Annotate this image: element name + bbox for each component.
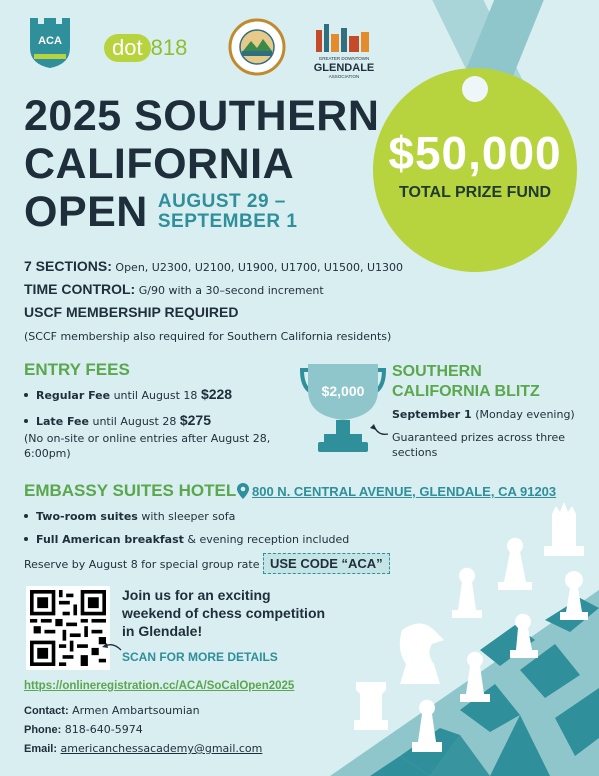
phone-label: Phone: xyxy=(24,724,62,736)
prize-label: TOTAL PRIZE FUND xyxy=(399,184,551,201)
phone-row xyxy=(24,723,143,736)
late-fee-item xyxy=(24,412,232,428)
bullet-icon xyxy=(24,514,28,518)
glendale-main-text: GLENDALE xyxy=(313,62,375,74)
blitz-date xyxy=(392,408,575,421)
sections-label: 7 SECTIONS: xyxy=(24,258,112,274)
amenity-item xyxy=(24,533,349,546)
entry-deadline-note: (No on-site or online entries after August 28, 6:00pm) xyxy=(24,432,271,460)
blitz-prizes: Guaranteed prizes across three sections xyxy=(392,431,565,459)
hotel-heading: EMBASSY SUITES HOTEL xyxy=(24,481,237,500)
prize-amount: $50,000 xyxy=(388,127,562,179)
blitz-heading-line-1: SOUTHERN xyxy=(392,363,482,380)
event-title xyxy=(24,92,379,236)
hotel-amenities xyxy=(24,510,349,556)
suites-rest: with sleeper sofa xyxy=(141,510,236,523)
qr-code[interactable] xyxy=(26,586,110,670)
amenity-item xyxy=(24,510,349,523)
glendale-small-text: GREATER DOWNTOWN xyxy=(318,56,370,61)
reserve-text: Reserve by August 8 for special group rate xyxy=(24,558,260,571)
blitz-heading xyxy=(392,362,540,402)
medal-hole xyxy=(462,76,488,102)
late-fee-price: $275 xyxy=(179,412,211,428)
event-dates xyxy=(158,192,298,236)
email-row xyxy=(24,742,262,755)
email-label: Email: xyxy=(24,743,58,755)
time-control-value: G/90 with a 30–second increment xyxy=(138,284,324,297)
contact-name: Armen Ambartsoumian xyxy=(72,704,200,717)
late-fee-label: Late Fee xyxy=(36,415,89,428)
blitz-heading-line-2: CALIFORNIA BLITZ xyxy=(392,383,540,400)
aca-logo xyxy=(28,14,72,70)
curved-arrow-icon xyxy=(368,420,390,440)
uscf-row xyxy=(24,304,238,320)
dot818-prefix: dot xyxy=(104,34,151,62)
uscf-requirement: USCF MEMBERSHIP REQUIRED xyxy=(24,304,239,320)
blitz-date-rest: (Monday evening) xyxy=(475,408,575,421)
title-line-3-row xyxy=(24,188,379,236)
trophy-amount: $2,000 xyxy=(321,383,365,399)
breakfast-rest: & evening reception included xyxy=(187,533,350,546)
blitz-date-bold: September 1 xyxy=(392,408,472,421)
title-line-2: CALIFORNIA xyxy=(24,140,295,188)
entry-fees-heading: ENTRY FEES xyxy=(24,360,130,379)
prize-medal xyxy=(373,68,577,272)
contact-row xyxy=(24,704,200,717)
aca-logo-text: ACA xyxy=(38,35,62,47)
phone-value[interactable]: 818-640-5974 xyxy=(64,723,143,736)
pointer-arrow-icon xyxy=(100,640,122,654)
registration-link[interactable]: https://onlineregistration.cc/ACA/SoCalOpen2025 xyxy=(24,680,295,692)
sccf-note: (SCCF membership also required for Southern California residents) xyxy=(24,330,392,343)
glendale-association-logo xyxy=(312,20,376,80)
title-line-3: OPEN xyxy=(24,188,148,236)
email-link[interactable]: americanchessacademy@gmail.com xyxy=(60,742,263,755)
breakfast-bold: Full American breakfast xyxy=(36,533,184,546)
glendale-assoc-text: ASSOCIATION xyxy=(328,74,360,79)
time-control-label: TIME CONTROL: xyxy=(24,281,136,297)
bullet-icon xyxy=(24,419,28,423)
title-line-1: 2025 SOUTHERN xyxy=(24,92,380,140)
trophy-icon xyxy=(300,360,386,456)
late-fee-until: until August 28 xyxy=(92,415,177,428)
suites-bold: Two-room suites xyxy=(36,510,138,523)
dot818-logo xyxy=(104,34,187,62)
dates-line-2: SEPTEMBER 1 xyxy=(157,211,298,232)
hotel-address-link[interactable]: 800 N. CENTRAL AVENUE, GLENDALE, CA 91203 xyxy=(252,484,557,499)
dates-line-1: AUGUST 29 – xyxy=(157,191,286,212)
bullet-icon xyxy=(24,537,28,541)
dot818-suffix: 818 xyxy=(150,35,188,60)
regular-fee-item xyxy=(24,386,232,402)
scan-cta: SCAN FOR MORE DETAILS xyxy=(122,650,278,664)
promo-text: Join us for an exciting weekend of chess competition in Glendale! xyxy=(122,587,326,639)
city-of-glendale-seal xyxy=(228,18,286,76)
contact-label: Contact: xyxy=(24,705,69,717)
group-code-badge: USE CODE “ACA” xyxy=(263,553,390,574)
time-control-row xyxy=(24,281,324,297)
regular-fee-price: $228 xyxy=(200,386,233,402)
regular-fee-until: until August 18 xyxy=(113,389,198,402)
sections-value: Open, U2300, U2100, U1900, U1700, U1500, U1300 xyxy=(115,261,404,274)
location-pin-icon xyxy=(237,483,249,499)
regular-fee-label: Regular Fee xyxy=(36,389,111,402)
sections-row xyxy=(24,258,403,274)
bullet-icon xyxy=(24,393,28,397)
chessboard-illustration xyxy=(330,470,599,776)
